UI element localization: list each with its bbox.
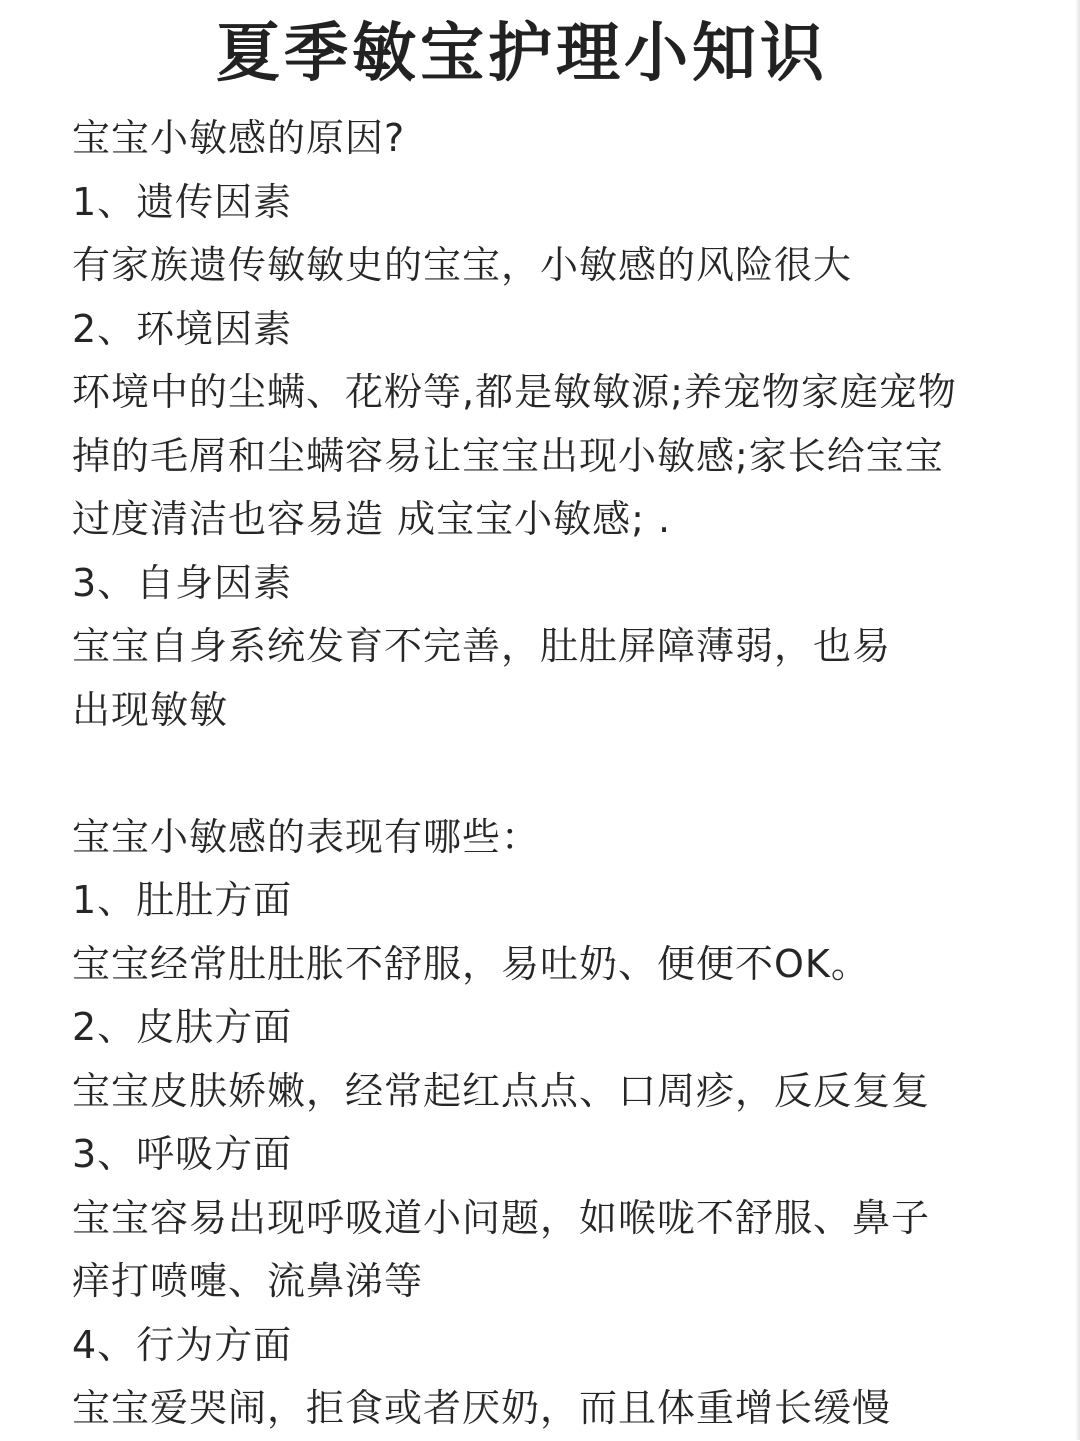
cause-text-environment-3: 过度清洁也容易造 成宝宝小敏感; . xyxy=(72,497,672,541)
cause-text-environment-1: 环境中的尘螨、花粉等,都是敏敏源;养宠物家庭宠物 xyxy=(72,370,957,414)
cause-text-genetic: 有家族遗传敏敏史的宝宝，小敏感的风险很大 xyxy=(72,243,853,287)
page-edge-shadow xyxy=(1075,0,1080,1440)
symptom-label-tummy: 1、肚肚方面 xyxy=(72,878,293,922)
cause-text-environment-2: 掉的毛屑和尘螨容易让宝宝出现小敏感;家长给宝宝 xyxy=(72,433,944,478)
cause-text-self-2: 出现敏敏 xyxy=(72,687,229,732)
section-heading-symptoms: 宝宝小敏感的表现有哪些： xyxy=(72,814,541,859)
cause-label-self: 3、自身因素 xyxy=(72,560,293,605)
symptom-label-skin: 2、皮肤方面 xyxy=(72,1005,293,1049)
symptom-text-breathing-1: 宝宝容易出现呼吸道小问题，如喉咙不舒服、鼻子 xyxy=(72,1195,931,1240)
page-title: 夏季敏宝护理小知识 xyxy=(216,17,828,91)
symptom-label-behavior: 4、行为方面 xyxy=(72,1322,293,1367)
symptom-text-tummy: 宝宝经常肚肚胀不舒服，易吐奶、便便不OK。 xyxy=(72,941,870,986)
symptom-text-behavior: 宝宝爱哭闹，拒食或者厌奶，而且体重增长缓慢 xyxy=(72,1386,892,1430)
symptom-text-breathing-2: 痒打喷嚏、流鼻涕等 xyxy=(72,1259,424,1303)
cause-label-genetic: 1、遗传因素 xyxy=(72,179,293,224)
article-body xyxy=(72,107,1062,1441)
cause-text-self-1: 宝宝自身系统发育不完善，肚肚屏障薄弱，也易 xyxy=(72,624,892,668)
section-heading-causes: 宝宝小敏感的原因? xyxy=(72,116,406,160)
symptom-label-breathing: 3、呼吸方面 xyxy=(72,1132,293,1176)
cause-label-environment: 2、环境因素 xyxy=(72,306,293,351)
symptom-text-skin: 宝宝皮肤娇嫩，经常起红点点、口周疹，反反复复 xyxy=(72,1068,931,1113)
section-spacer xyxy=(72,742,1062,806)
